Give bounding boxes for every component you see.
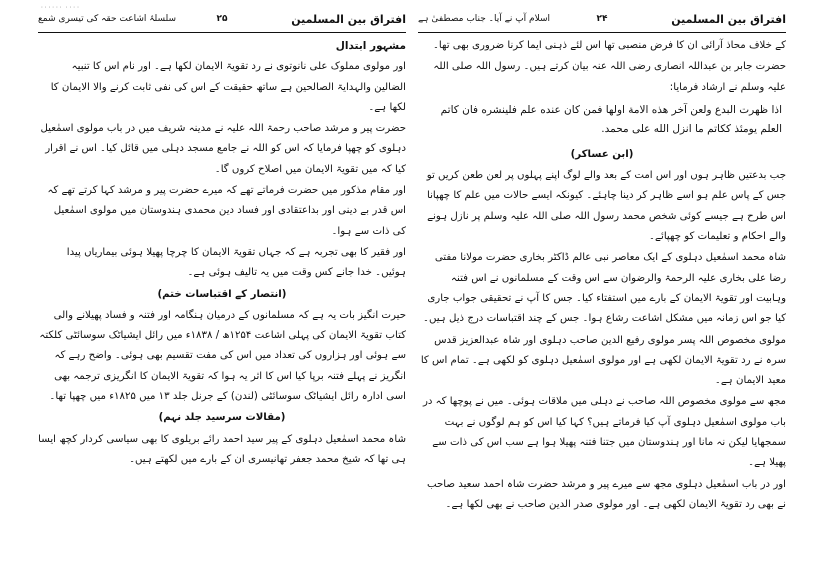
paragraph: شاہ محمد اسمٰعیل دہلوی کے پیر سید احمد رائے بریلوی کا بھی سیاسی کردار کچھ ایسا ہی تھا کہ شیخ محمد جعفر تھانیسری ان کے بارے میں لکھتے ہیں۔	[38, 433, 406, 465]
left-running-subtitle: سلسلۂ اشاعت حقہ کی تیسری شمع	[38, 14, 177, 24]
paragraph: حضرت جابر بن عبداللہ انصاری رضی اللہ عنہ بیان کرتے ہیں۔ رسول اللہ صلی اللہ علیہ وسلم نے ارشاد فرمایا:	[433, 61, 786, 93]
right-running-subtitle: اسلام آپ نے آیا۔ جناب مصطفیٰ ہے	[418, 14, 551, 24]
right-running-title: افتراق بين المسلمين	[671, 13, 786, 26]
left-page-body	[38, 33, 406, 470]
paragraph: مولوی مخصوص اللہ پسر مولوی رفیع الدین صاحب دہلوی اور شاہ عبدالعزیز قدس سرہ نے رد تقویۃ الایمان لکھی ہے اور مولوی اسمٰعیل دہلوی کو لکھی ہے۔ تمام اس کا معید الایمان ہے۔	[420, 334, 786, 387]
paragraph: حضرت پیر و مرشد صاحب رحمۃ اللہ علیہ نے مدینہ شریف میں در باب مولوی اسمٰعیل دہلوی کو چھپا فرمایا کہ اس کو اللہ نے جامع مسجد دہلی میں قائل کیا۔ اس نے اقرار کیا کہ میں تقویۃ الایمان میں اصلاح کروں گا۔	[40, 123, 406, 175]
hadith-arabic-text: اذا ظهرت البدع ولعن آخر هذه الامة اولها فمن كان عنده علم فلينشره فان كاتم العلم يومئذ ككاتم ما انزل الله على محمد.	[440, 103, 782, 135]
left-page	[38, 8, 406, 568]
paragraph: حیرت انگیز بات یہ ہے کہ مسلمانوں کے درمیان ہنگامہ اور فتنہ و فساد پھیلانے والی کتاب تقویۃ الایمان کی پہلی اشاعت ۱۲۵۴ھ / ۱۸۳۸ء میں رائل ایشیاٹک سوسائٹی کلکتہ سے ہوئی اور ہزاروں کی تعداد میں اس کی مفت تقسیم بھی ہوئی۔ واضح رہے کہ انگریز نے پہلے فتنہ برپا کیا اس کا اثر یہ ہوا کہ تقویۃ الایمان کا انگریزی ترجمہ بھی اسی ادارہ رائل ایشیاٹک سوسائٹی (لندن) کے جرنل جلد ۱۳ میں ۱۸۲۵ء میں چھپا تھا۔	[39, 309, 406, 403]
paragraph: اور مولوی مملوک علی نانوتوی نے رد تقویۃ الایمان لکھا ہے۔ اور نام اس کا تنبیہ الضالین والہدایۃ الصالحین ہے ساتھ حقیقت کے اس کی نفی ثابت کرنے والا الایمان کا لکھا ہے۔	[50, 61, 406, 113]
paragraph: کے خلاف محاذ آرائی ان کا فرض منصبی تھا اس لئے ذہنی ایما کرنا ضروری بھی تھا۔	[432, 40, 786, 51]
paragraph: مجھ سے مولوی مخصوص اللہ صاحب نے دہلی میں ملاقات ہوئی۔ میں نے پوچھا کہ در باب مولوی اسمٰعیل دہلوی آپ کیا فرماتے ہیں؟ کہا کیا اس کو ہم لوگوں نے بہت سمجھایا لیکن نہ مانا اور ہندوستان میں جتنا فتنہ پھیلا ہوا ہے سب اس کی ذات سے پھیلا ہے۔	[422, 396, 786, 469]
paragraph: اور مقام مذکور میں حضرت فرماتے تھے کہ میرے حضرت پیر و مرشد کہا کرتے تھے کہ اس قدر بے دینی اور بداعتقادی اور فساد دین محمدی ہندوستان میں مولوی اسمٰعیل کی ذات سے ہوا۔	[47, 185, 406, 237]
paragraph: اور فقیر کا بھی تجربہ ہے کہ جہاں تقویۃ الایمان کا چرچا پھیلا ہوئی بیماریاں پیدا ہوئیں۔ خدا جانے کس وقت میں یہ تالیف ہوئی ہے۔	[66, 246, 406, 279]
source-citation: (ابن عساکر)	[570, 148, 634, 160]
paragraph: اور در باب اسمٰعیل دہلوی مجھ سے میرے پیر و مرشد حضرت شاہ احمد سعید صاحب نے بھی رد تقویۃ الایمان لکھی ہے۔ اور مولوی صدر الدین صاحب نے بھی لکھا ہے۔	[426, 478, 786, 510]
paragraph: شاہ محمد اسمٰعیل دہلوی کے ایک معاصر نبی عالم ڈاکٹر بخاری حضرت مولانا مفتی رضا علی بخاری علیہ الرحمۃ والرضوان سے اس وقت کے مسلمانوں نے اس فتنہ وہابیت اور تقویۃ الایمان کے بارے میں استفتاء کیا۔ جس کا آپ نے تحقیقی جواب جاری کیا جو اس زمانہ میں مشکل اشاعت رشاع ہوا۔ جس کے چند اقتباسات درج ذیل ہیں۔	[422, 252, 786, 325]
scan-mark: ۰۰۰۰۰۰ ۰۰۰۰	[40, 3, 80, 11]
right-page-body	[418, 33, 786, 515]
source-citation: (مقالات سرسید جلد نہم)	[158, 412, 286, 424]
section-heading: مشہور ابتدال	[335, 40, 406, 52]
right-page-number: ۲۴	[596, 14, 608, 24]
left-running-title: افتراق بين المسلمين	[291, 13, 406, 26]
paragraph: جب بدعتیں ظاہر ہوں اور اس امت کے بعد والے لوگ اپنے پہلوں پر لعن طعن کریں تو جس کے پاس علم ہو اسے ظاہر کر دینا چاہئے۔ کیونکہ ایسے حالات میں علم کا چھپانا اس طرح ہے جیسے کوئی شخص محمد رسول اللہ صلی اللہ علیہ وسلم پر نازل ہونے والے احکام و تعلیمات کو چھپائے۔	[426, 170, 786, 243]
right-page	[418, 8, 786, 568]
source-citation: (انتصار کے اقتباسات ختم)	[157, 288, 287, 300]
left-page-header	[38, 8, 406, 33]
left-page-number: ۲۵	[216, 14, 228, 24]
right-page-header	[418, 8, 786, 33]
